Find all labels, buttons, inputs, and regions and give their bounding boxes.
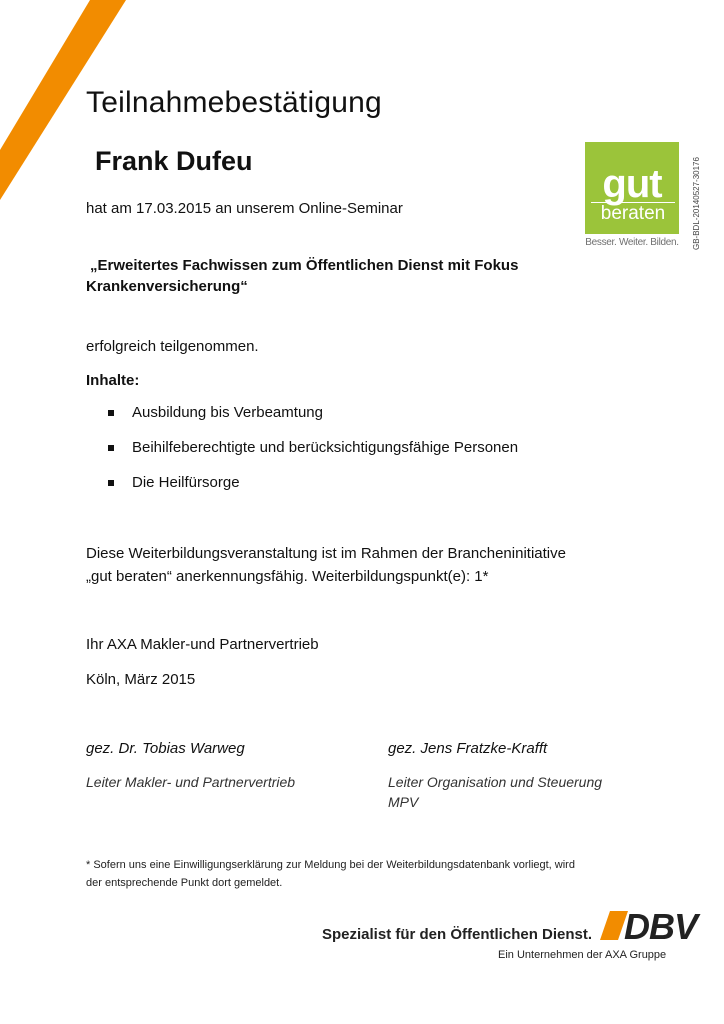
place-date: Köln, März 2015 xyxy=(86,671,196,688)
footer-subline: Ein Unternehmen der AXA Gruppe xyxy=(498,949,667,961)
seminar-title-line2: Krankenversicherung“ xyxy=(86,278,248,295)
footnote xyxy=(86,856,646,892)
bullet-icon xyxy=(108,445,114,451)
footer-slogan: Spezialist für den Öffentlichen Dienst. xyxy=(322,926,593,943)
logo-word-beraten: beraten xyxy=(591,202,675,225)
logo-tagline: Besser. Weiter. Bilden. xyxy=(585,237,679,248)
bullet-icon xyxy=(108,480,114,486)
recognition-line2: „gut beraten“ anerkennungsfähig. Weiterbildungspunkt(e): 1* xyxy=(86,568,489,585)
contents-list xyxy=(108,404,518,509)
contents-heading: Inhalte: xyxy=(86,372,140,389)
dbv-logo: DBV xyxy=(624,906,698,947)
sender-text: Ihr AXA Makler-und Partnervertrieb xyxy=(86,636,319,653)
list-item: Ausbildung bis Verbeamtung xyxy=(108,404,518,439)
intro-text: hat am 17.03.2015 an unserem Online-Seminar xyxy=(86,200,403,217)
gut-beraten-logo xyxy=(585,142,679,234)
signature-name-1: gez. Dr. Tobias Warweg xyxy=(86,740,245,757)
signature-role-2-line1: Leiter Organisation und Steuerung xyxy=(388,774,603,790)
participant-name: Frank Dufeu xyxy=(95,146,253,176)
list-item: Beihilfeberechtigte und berücksichtigungsfähige Personen xyxy=(108,439,518,474)
signature-name-2: gez. Jens Fratzke-Krafft xyxy=(388,740,548,757)
logo-word-gut: gut xyxy=(602,162,662,206)
logo-registration-code: GB-BDL-20140527-30176 xyxy=(692,157,701,250)
page-title: Teilnahmebestätigung xyxy=(86,86,382,119)
signature-role-2-line2: MPV xyxy=(388,794,419,810)
footnote-line2: der entsprechende Punkt dort gemeldet. xyxy=(86,877,283,889)
completion-text: erfolgreich teilgenommen. xyxy=(86,338,259,355)
recognition-line1: Diese Weiterbildungsveranstaltung ist im Rahmen der Brancheninitiative xyxy=(86,545,566,562)
seminar-title-line1: „Erweitertes Fachwissen zum Öffentlichen Dienst mit Fokus xyxy=(90,257,519,274)
signature-role-1: Leiter Makler- und Partnervertrieb xyxy=(86,774,296,790)
footnote-line1: * Sofern uns eine Einwilligungserklärung zur Meldung bei der Weiterbildungsdatenbank vorliegt, wird xyxy=(86,859,575,871)
bullet-icon xyxy=(108,410,114,416)
list-item: Die Heilfürsorge xyxy=(108,474,518,509)
